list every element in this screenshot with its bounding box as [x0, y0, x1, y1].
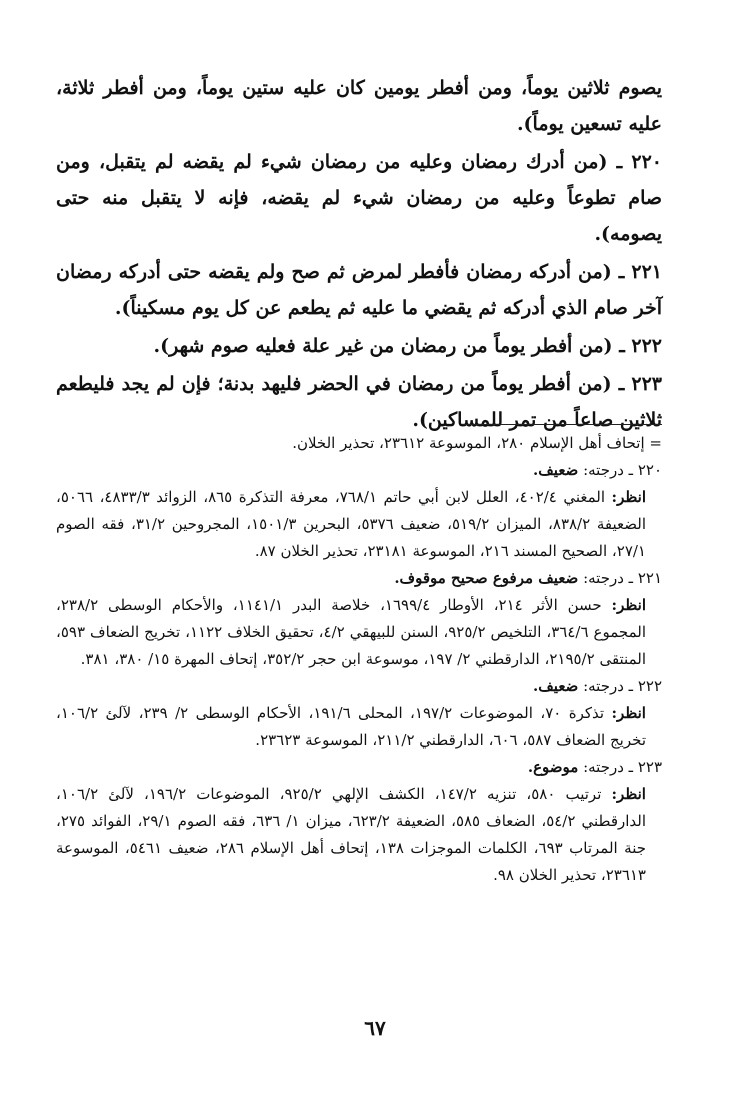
- grade-value: موضوع.: [527, 758, 579, 776]
- sources-label: انظر:: [611, 596, 646, 614]
- sources-label: انظر:: [611, 785, 646, 803]
- hadith-text: (من أفطر يوماً من رمضان في الحضر فليهد بدنة؛ فإن لم يجد فليطعم ثلاثين صاعاً من تمر للمساكين).: [56, 373, 662, 431]
- hadith-number: ٢٢٣ ـ: [618, 373, 662, 395]
- grade-prefix: ٢٢٢ ـ درجته:: [583, 677, 662, 695]
- hadith-text: (من أدركه رمضان فأفطر لمرض ثم صح ولم يقضه حتى أدركه رمضان آخر صام الذي أدركه ثم يقضي ما عليه ثم يطعم عن كل يوم مسكيناً).: [56, 261, 662, 319]
- page-number: ٦٧: [364, 1016, 386, 1040]
- hadith-number: ٢٢١ ـ: [618, 261, 662, 283]
- sources-label: انظر:: [611, 488, 646, 506]
- sources-text: المغني ٤٠٢/٤، العلل لابن أبي حاتم ٧٦٨/١، معرفة التذكرة ٨٦٥، الزوائد ٤٨٣٣/٣، ٥٠٦٦، الضعيفة ٨٣٨/٢، الميزان ٥١٩/٢، ضعيف ٥٣٧٦، البحرين ١٥٠١/٣، المجروحين ٣١/٢، فقه الصوم ٢٧/١، الصحيح المسند ٢١٦، الموسوعة ٢٣١٨١، تحذير الخلان ٨٧.: [56, 488, 646, 560]
- paragraph-continuation: يصوم ثلاثين يوماً، ومن أفطر يومين كان عليه ستين يوماً، ومن أفطر ثلاثة، عليه تسعين يوماً).: [56, 77, 662, 135]
- grade-value: ضعيف مرفوع صحيح موقوف.: [394, 569, 579, 587]
- main-text: [56, 70, 662, 440]
- sources-222: [56, 700, 662, 754]
- hadith-221: [56, 254, 662, 326]
- sources-label: انظر:: [611, 704, 646, 722]
- sources-text: حسن الأثر ٢١٤، الأوطار ١٦٩٩/٤، خلاصة البدر ١١٤١/١، والأحكام الوسطى ٢٣٨/٢، المجموع ٣٦٤/٦، التلخيص ٩٢٥/٢، السنن للبيهقي ٤/٢، تحقيق الخلاف ١١٢٢، تخريج الضعاف ٥٩٣، المنتقى ٢١٩٥/٢، الدارقطني ٢/ ١٩٧، موسوعة ابن حجر ٣٥٢/٢، إتحاف المهرة ١٥/ ٣٨٠، ٣٨١.: [56, 596, 646, 668]
- sources-223: [56, 781, 662, 889]
- grade-222: [56, 673, 662, 700]
- footnote-continuation: = إتحاف أهل الإسلام ٢٨٠، الموسوعة ٢٣٦١٢، تحذير الخلان.: [292, 434, 662, 452]
- grade-prefix: ٢٢٠ ـ درجته:: [583, 461, 662, 479]
- footnote-divider: [462, 424, 662, 425]
- hadith-number: ٢٢٠ ـ: [616, 151, 662, 173]
- grade-223: [56, 754, 662, 781]
- sources-text: ترتيب ٥٨٠، تنزيه ١٤٧/٢، الكشف الإلهي ٩٢٥/٢، الموضوعات ١٩٦/٢، لآلئ ١٠٦/٢، الدارقطني ٥٤/٢، الضعاف ٥٨٥، الضعيفة ٦٢٣/٢، ميزان ١/ ٦٣٦، فقه الصوم ٢٩/١، الفوائد ٢٧٥، جنة المرتاب ٦٩٣، الكلمات الموجزات ١٣٨، إتحاف أهل الإسلام ٢٨٦، ضعيف ٥٤٦١، الموسوعة ٢٣٦١٣، تحذير الخلان ٩٨.: [56, 785, 647, 884]
- grade-prefix: ٢٢٣ ـ درجته:: [583, 758, 662, 776]
- grade-value: ضعيف.: [533, 461, 579, 479]
- hadith-text: (من أدرك رمضان وعليه من رمضان شيء لم يقضه لم يتقبل، ومن صام تطوعاً وعليه من رمضان شيء لم يقضه، فإنه لا يتقبل منه حتى يصومه).: [56, 151, 662, 245]
- grade-221: [56, 565, 662, 592]
- hadith-220: [56, 144, 662, 252]
- sources-221: [56, 592, 662, 673]
- hadith-number: ٢٢٢ ـ: [619, 335, 662, 357]
- grade-value: ضعيف.: [533, 677, 579, 695]
- footnotes: [56, 430, 662, 889]
- hadith-223: [56, 366, 662, 438]
- hadith-222: [56, 328, 662, 364]
- hadith-text: (من أفطر يوماً من رمضان من غير علة فعليه صوم شهر).: [153, 335, 613, 357]
- grade-prefix: ٢٢١ ـ درجته:: [583, 569, 662, 587]
- sources-text: تذكرة ٧٠، الموضوعات ١٩٧/٢، المحلى ١٩١/٦، الأحكام الوسطى ٢/ ٢٣٩، لآلئ ١٠٦/٢، تخريج الضعاف ٥٨٧، ٦٠٦، الدارقطني ٢١١/٢، الموسوعة ٢٣٦٢٣.: [56, 704, 646, 749]
- grade-220: [56, 457, 662, 484]
- sources-220: [56, 484, 662, 565]
